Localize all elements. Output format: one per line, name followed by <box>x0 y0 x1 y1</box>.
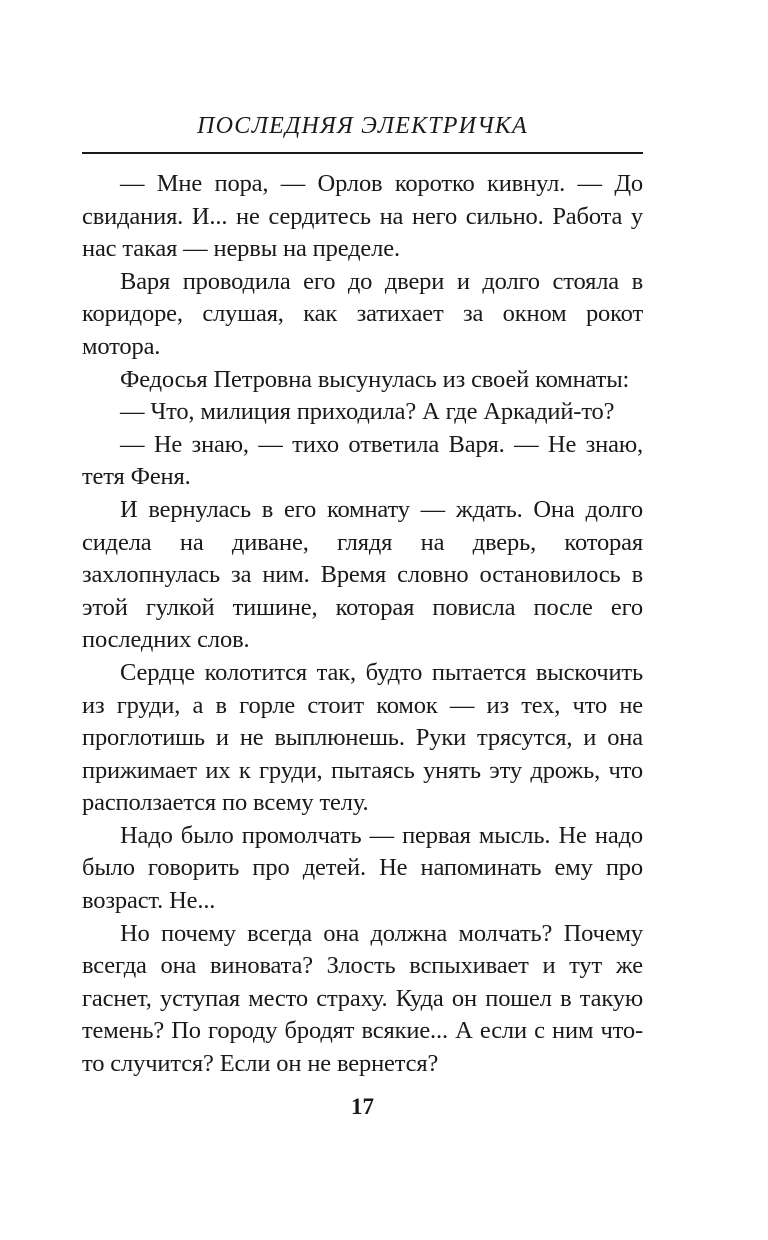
header-rule <box>82 152 643 154</box>
body-text <box>82 168 643 1081</box>
paragraph: И вернулась в его комнату — ждать. Она долго сидела на диване, глядя на дверь, которая захлопнулась за ним. Время словно остановилось в этой гулкой тишине, которая повисла после его последних слов. <box>82 495 643 654</box>
paragraph: Варя проводила его до двери и долго стояла в коридоре, слушая, как затихает за окном рокот мотора. <box>82 267 643 360</box>
paragraph: — Что, милиция приходила? А где Аркадий-то? <box>120 398 615 426</box>
paragraph: Надо было промолчать — первая мысль. Не надо было говорить про детей. Не напоминать ему про возраст. Не... <box>82 821 643 915</box>
paragraph: — Мне пора, — Орлов коротко кивнул. — До свидания. И... не сердитесь на него сильно. Работа у нас такая — нервы на пределе. <box>82 170 643 263</box>
paragraph: — Не знаю, — тихо ответила Варя. — Не знаю, тетя Феня. <box>82 430 643 491</box>
paragraph: Но почему всегда она должна молчать? Почему всегда она виновата? Злость вспыхивает и тут же гаснет, уступая место страху. Куда он пошел в такую темень? По городу бродят всякие... А если с ним что-то случится? Если он не вернется? <box>82 919 643 1078</box>
book-page <box>82 0 643 1240</box>
running-head-title: ПОСЛЕДНЯЯ ЭЛЕКТРИЧКА <box>197 113 528 139</box>
page-number: 17 <box>351 1094 374 1119</box>
paragraph: Федосья Петровна высунулась из своей комнаты: <box>120 365 630 393</box>
paragraph: Сердце колотится так, будто пытается выскочить из груди, а в горле стоит комок — из тех, что не проглотишь и не выплюнешь. Руки трясутся, и она прижимает их к груди, пытаясь унять эту дрожь, что расползается по всему телу. <box>82 658 643 817</box>
